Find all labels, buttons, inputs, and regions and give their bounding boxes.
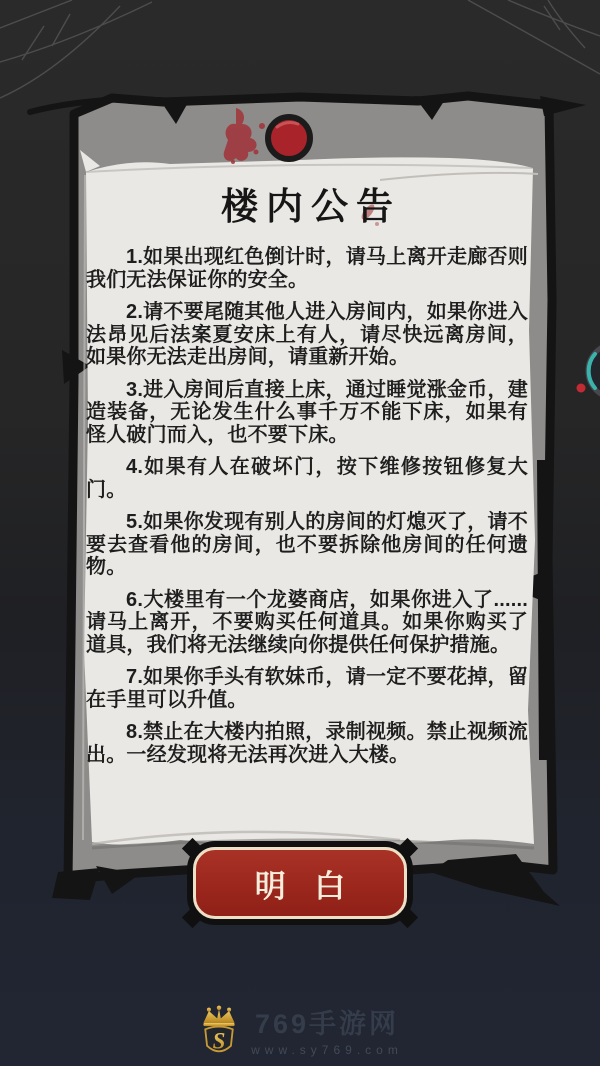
spider-web-top-left-icon [0, 0, 152, 98]
notice-rule-7: 7.如果你手头有软妹币，请一定不要花掉，留在手里可以升值。 [86, 666, 528, 711]
crown-shield-logo-icon [197, 1004, 241, 1062]
notice-rule-6: 6.大楼里有一个龙婆商店，如果你进入了......请马上离开，不要购买任何道具。如果你购买了道具，我们将无法继续向你提供任何保护措施。 [86, 588, 528, 656]
pin-icon [268, 117, 310, 159]
notice-rule-4: 4.如果有人在破坏门，按下维修按钮修复大门。 [86, 456, 528, 501]
notice-rule-8: 8.禁止在大楼内拍照，录制视频。禁止视频流出。一经发现将无法再次进入大楼。 [86, 721, 528, 766]
notice-title: 楼内公告 [221, 186, 401, 227]
watermark-site-url: www.sy769.com [251, 1042, 403, 1057]
watermark-site-name: 769手游网 [254, 1008, 400, 1039]
watermark-text [251, 1008, 403, 1057]
notice-rule-5: 5.如果你发现有别人的房间的灯熄灭了，请不要去查看他的房间，也不要拆除他房间的任何遗物。 [86, 511, 528, 578]
spider-web-top-right-icon [468, 0, 600, 74]
watermark [0, 1003, 600, 1063]
notice-rule-1: 1.如果出现红色倒计时，请马上离开走廊否则我们无法保证你的安全。 [86, 246, 528, 291]
notice-rule-3: 3.进入房间后直接上床，通过睡觉涨金币，建造装备，无论发生什么事千万不能下床，如果有怪人破门而入，也不要下床。 [86, 378, 528, 446]
notice-rule-2: 2.请不要尾随其他人进入房间内，如果你进入法昂见后法案夏安床上有人，请尽快远离房间，如果你无法走出房间，请重新开始。 [86, 301, 528, 368]
confirm-button[interactable] [193, 847, 407, 919]
confirm-button-label: 明 白 [254, 868, 356, 904]
notice-content [86, 176, 528, 776]
side-floating-button[interactable] [577, 344, 600, 398]
logo-letter: S [212, 1028, 226, 1054]
